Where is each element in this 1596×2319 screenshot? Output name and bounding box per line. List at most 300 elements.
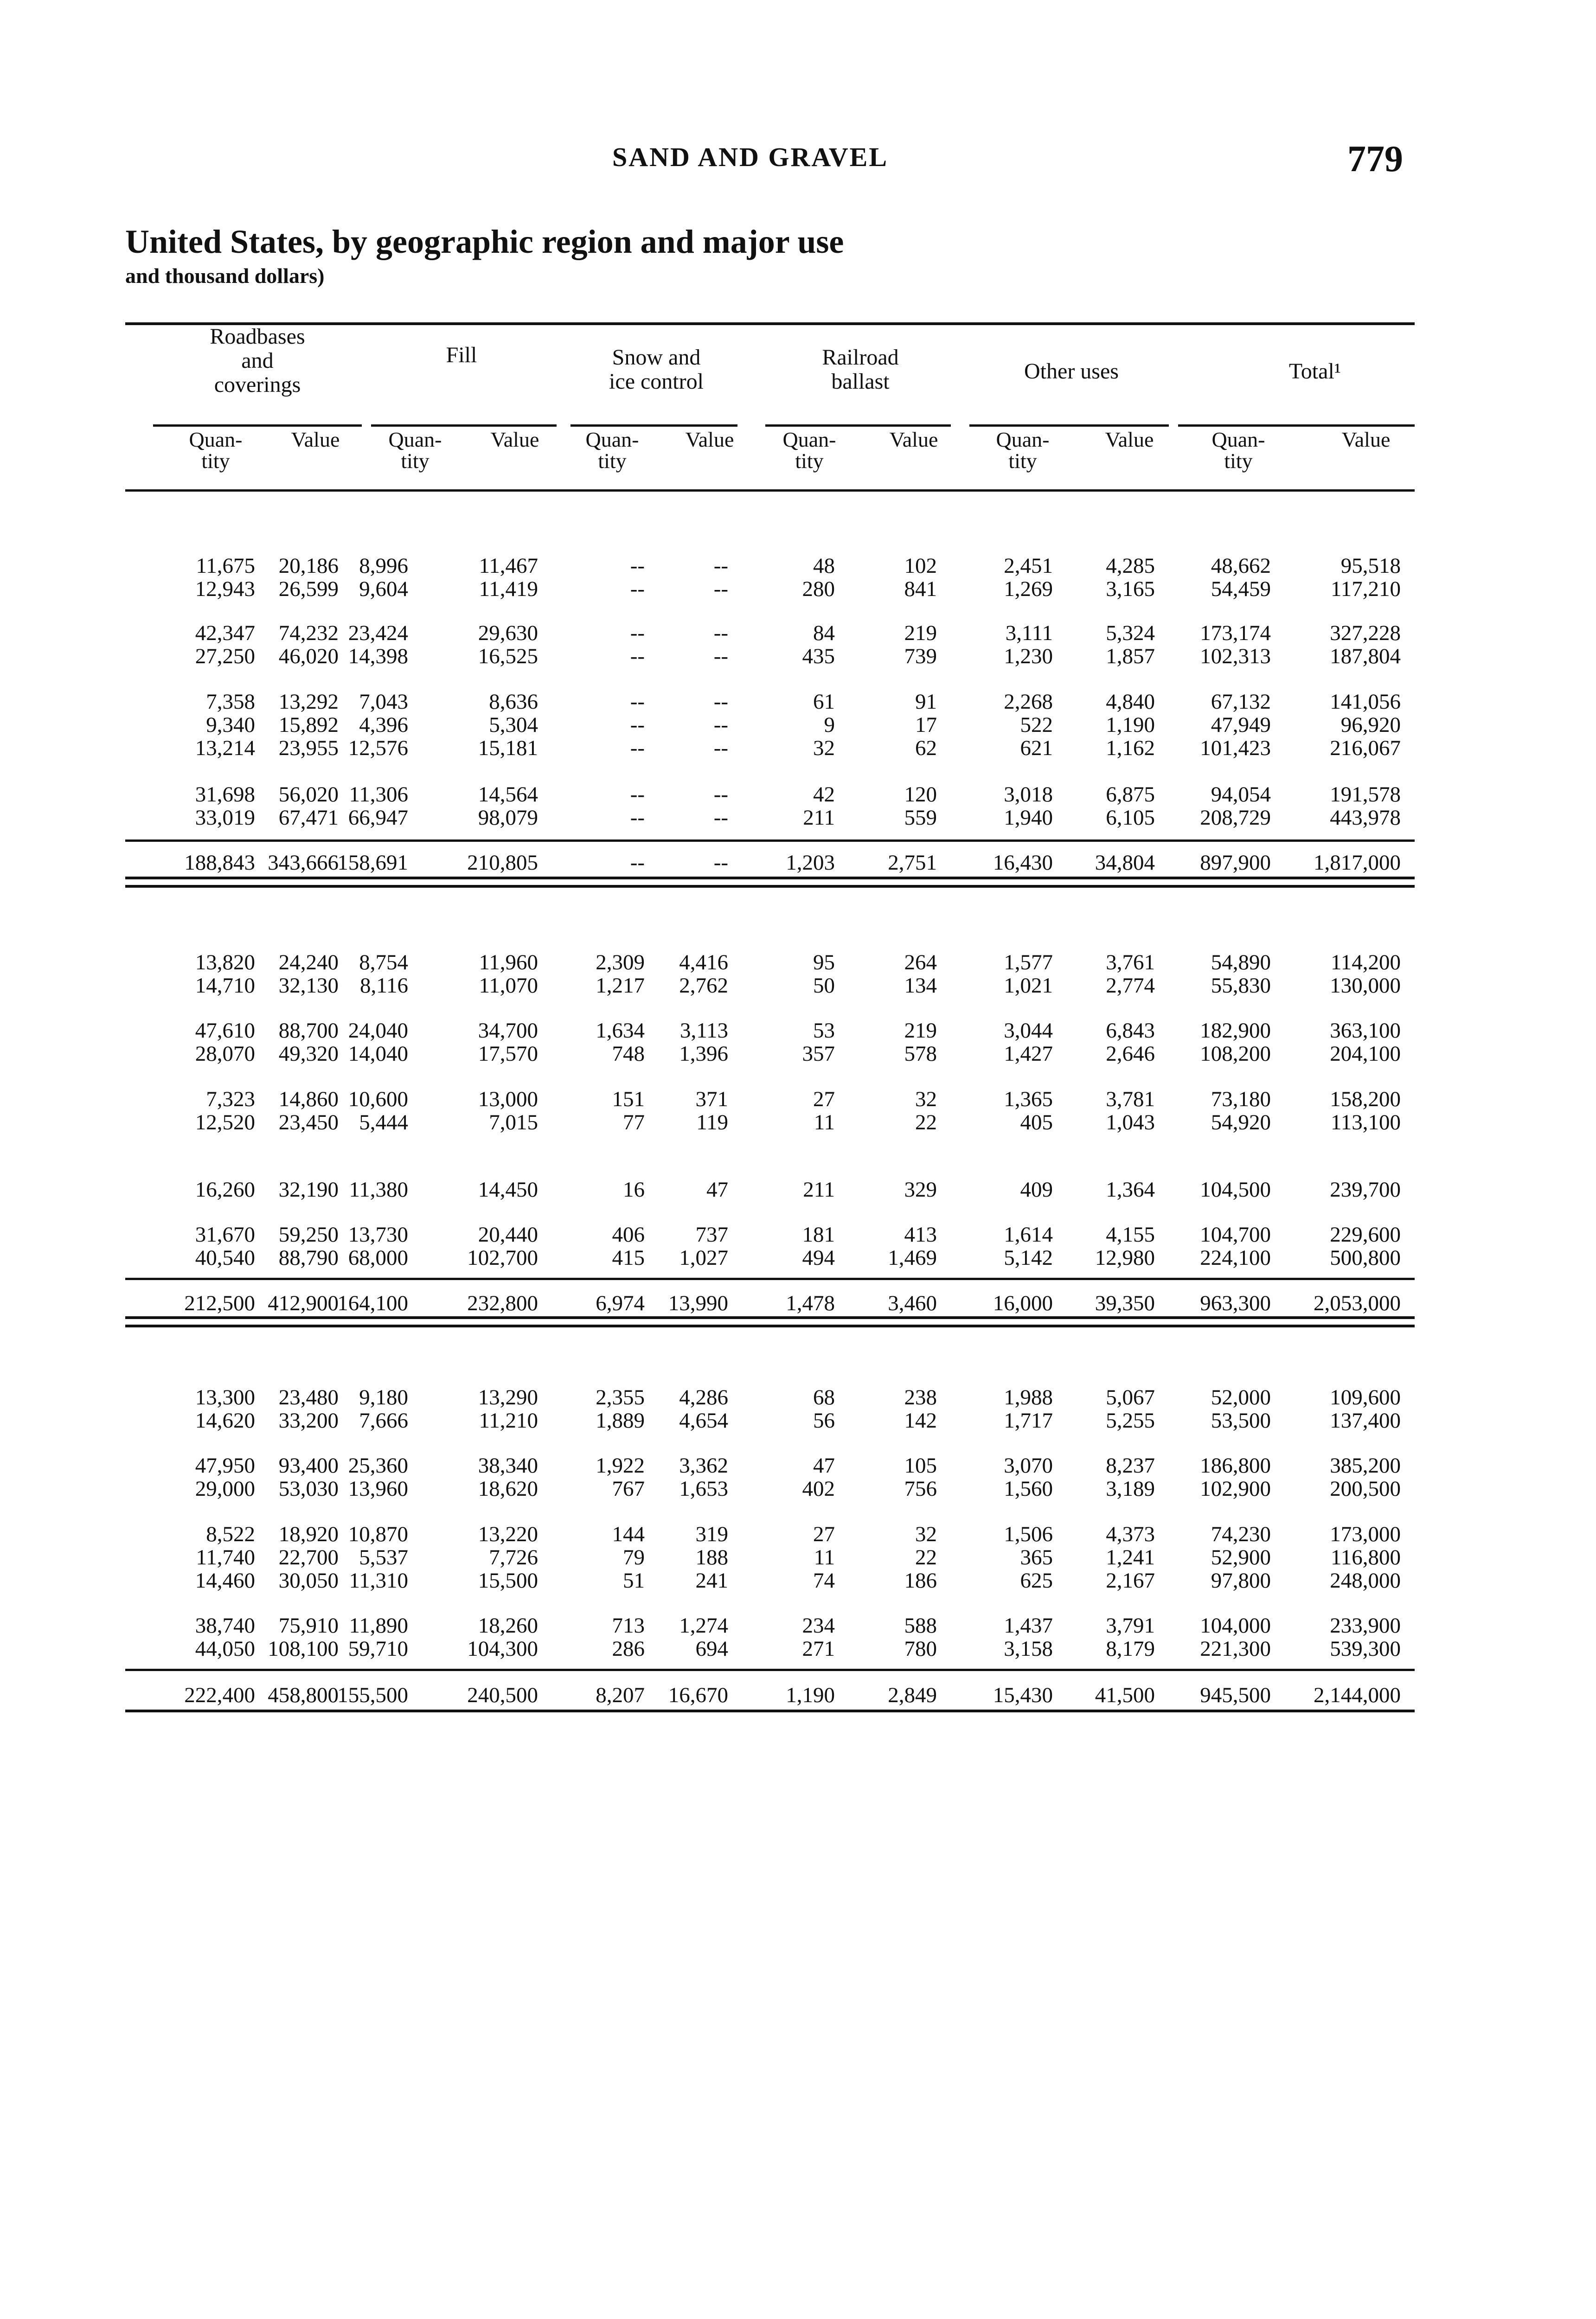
table-row (0, 713, 1596, 737)
table-cell: 181 (802, 1223, 835, 1247)
table-cell: 4,373 (1106, 1522, 1155, 1546)
table-cell: 8,754 (359, 950, 408, 974)
table-cell: 3,018 (1004, 782, 1053, 807)
table-cell: 38,340 (478, 1454, 538, 1478)
table-cell: 5,324 (1106, 621, 1155, 645)
table-cell: -- (713, 554, 728, 578)
table-cell: 108,200 (1200, 1042, 1271, 1066)
table-cell: 164,100 (337, 1291, 408, 1315)
table-cell: 11,210 (479, 1409, 538, 1433)
table-cell: 186 (904, 1569, 937, 1593)
table-cell: 2,355 (596, 1385, 645, 1409)
table-cell: 40,540 (195, 1246, 255, 1270)
table-cell: 963,300 (1200, 1291, 1271, 1315)
table-cell: -- (630, 806, 645, 830)
table-cell: 8,116 (359, 974, 408, 998)
table-cell: 767 (612, 1477, 645, 1501)
table-cell: 67,132 (1211, 690, 1271, 714)
table-cell: 3,113 (679, 1019, 728, 1043)
table-cell: 55,830 (1211, 974, 1271, 998)
table-cell: 7,666 (359, 1409, 408, 1433)
table-cell: 104,700 (1200, 1223, 1271, 1247)
table-cell: 13,220 (478, 1522, 538, 1546)
table-cell: 14,450 (478, 1178, 538, 1202)
table-rule (153, 424, 362, 427)
table-cell: 53,500 (1211, 1409, 1271, 1433)
table-cell: 27 (813, 1522, 835, 1546)
table-cell: 1,560 (1004, 1477, 1053, 1501)
table-cell: 62 (915, 736, 937, 760)
table-cell: 6,843 (1106, 1019, 1155, 1043)
table-cell: 221,300 (1200, 1637, 1271, 1661)
table-cell: 16,670 (668, 1683, 728, 1707)
table-cell: 13,300 (195, 1385, 255, 1409)
table-cell: 27 (813, 1087, 835, 1111)
table-cell: 74,232 (278, 621, 339, 645)
table-cell: 1,043 (1106, 1110, 1155, 1134)
table-cell: 46,020 (278, 644, 339, 668)
table-rule (125, 1669, 1415, 1671)
table-cell: 155,500 (337, 1683, 408, 1707)
table-cell: 232,800 (467, 1291, 538, 1315)
table-cell: 22 (915, 1110, 937, 1134)
table-cell: 7,358 (206, 690, 255, 714)
table-cell: 105 (904, 1454, 937, 1478)
table-total-row (0, 851, 1596, 874)
table-cell: 41,500 (1095, 1683, 1155, 1707)
table-cell: 61 (813, 690, 835, 714)
table-cell: 95,518 (1340, 554, 1401, 578)
table-cell: 74,230 (1211, 1522, 1271, 1546)
table-cell: 47,950 (195, 1454, 255, 1478)
table-cell: 240,500 (467, 1683, 538, 1707)
table-cell: 22,700 (278, 1545, 339, 1569)
table-cell: 141,056 (1330, 690, 1401, 714)
table-cell: 13,730 (348, 1223, 408, 1247)
table-cell: 16 (623, 1178, 645, 1202)
table-cell: 11,310 (349, 1569, 408, 1593)
table-cell: 216,067 (1330, 736, 1401, 760)
table-cell: 200,500 (1330, 1477, 1401, 1501)
table-cell: 694 (695, 1637, 728, 1661)
table-cell: 1,027 (679, 1246, 728, 1270)
table-cell: 73,180 (1211, 1087, 1271, 1111)
table-cell: 3,044 (1004, 1019, 1053, 1043)
table-cell: 319 (695, 1522, 728, 1546)
table-cell: 621 (1020, 736, 1053, 760)
table-cell: -- (713, 806, 728, 830)
table-cell: 3,158 (1004, 1637, 1053, 1661)
table-cell: 286 (612, 1637, 645, 1661)
table-cell: 23,955 (278, 736, 339, 760)
table-cell: 12,576 (348, 736, 408, 760)
table-cell: 34,700 (478, 1019, 538, 1043)
table-cell: 67,471 (278, 806, 339, 830)
table-cell: 4,396 (359, 713, 408, 737)
table-cell: 539,300 (1330, 1637, 1401, 1661)
table-cell: 96,920 (1340, 713, 1401, 737)
table-subtitle: and thousand dollars) (125, 264, 325, 288)
running-head: SAND AND GRAVEL (612, 142, 889, 172)
table-row (0, 690, 1596, 713)
table-cell: 3,761 (1106, 950, 1155, 974)
table-cell: 20,440 (478, 1223, 538, 1247)
column-group-header: Railroad ballast (822, 345, 899, 394)
column-group-header: Fill (446, 343, 477, 367)
table-cell: 327,228 (1330, 621, 1401, 645)
column-subheader: Value (291, 428, 340, 451)
table-total-row (0, 1292, 1596, 1315)
table-cell: 210,805 (467, 851, 538, 875)
table-cell: 211 (803, 806, 835, 830)
table-cell: 1,614 (1004, 1223, 1053, 1247)
table-cell: 1,427 (1004, 1042, 1053, 1066)
table-cell: 79 (623, 1545, 645, 1569)
table-row (0, 1111, 1596, 1134)
table-cell: 24,240 (278, 950, 339, 974)
table-cell: 116,800 (1330, 1545, 1401, 1569)
table-cell: 13,290 (478, 1385, 538, 1409)
table-cell: 385,200 (1330, 1454, 1401, 1478)
table-cell: 14,620 (195, 1409, 255, 1433)
table-cell: 120 (904, 782, 937, 807)
table-cell: 24,040 (348, 1019, 408, 1043)
table-cell: 54,890 (1211, 950, 1271, 974)
table-cell: 104,500 (1200, 1178, 1271, 1202)
table-cell: 5,255 (1106, 1409, 1155, 1433)
table-cell: 1,717 (1004, 1409, 1053, 1433)
table-cell: 4,840 (1106, 690, 1155, 714)
table-cell: 748 (612, 1042, 645, 1066)
table-cell: 13,000 (478, 1087, 538, 1111)
table-cell: 1,364 (1106, 1178, 1155, 1202)
table-cell: 182,900 (1200, 1019, 1271, 1043)
table-cell: 3,189 (1106, 1477, 1155, 1501)
table-cell: 756 (904, 1477, 937, 1501)
table-row (0, 1386, 1596, 1409)
table-row (0, 1042, 1596, 1065)
table-cell: 59,250 (278, 1223, 339, 1247)
table-cell: 1,437 (1004, 1614, 1053, 1638)
table-row (0, 1088, 1596, 1111)
table-cell: -- (630, 644, 645, 668)
table-cell: 458,800 (268, 1683, 339, 1707)
table-cell: 1,940 (1004, 806, 1053, 830)
table-cell: 780 (904, 1637, 937, 1661)
table-row (0, 1523, 1596, 1546)
table-cell: 4,416 (679, 950, 728, 974)
table-cell: 188,843 (184, 851, 255, 875)
table-cell: 405 (1020, 1110, 1053, 1134)
table-cell: 1,469 (888, 1246, 937, 1270)
table-cell: 3,781 (1106, 1087, 1155, 1111)
table-cell: 91 (915, 690, 937, 714)
table-cell: 11,070 (479, 974, 538, 998)
column-subheader: Quan- tity (388, 428, 442, 473)
column-group-header: Snow and ice control (609, 345, 704, 394)
table-cell: 104,000 (1200, 1614, 1271, 1638)
table-cell: 10,870 (348, 1522, 408, 1546)
table-cell: 102,313 (1200, 644, 1271, 668)
column-subheader: Value (490, 428, 539, 451)
table-cell: 3,791 (1106, 1614, 1155, 1638)
table-cell: 2,849 (888, 1683, 937, 1707)
table-cell: 16,260 (195, 1178, 255, 1202)
table-cell: 233,900 (1330, 1614, 1401, 1638)
column-subheader: Value (685, 428, 734, 451)
table-cell: 1,653 (679, 1477, 728, 1501)
column-subheader: Quan- tity (585, 428, 639, 473)
table-cell: 173,000 (1330, 1522, 1401, 1546)
table-cell: 5,067 (1106, 1385, 1155, 1409)
table-row (0, 737, 1596, 760)
table-cell: 8,207 (596, 1683, 645, 1707)
column-group-header: Roadbases and coverings (210, 324, 305, 397)
table-cell: 413 (904, 1223, 937, 1247)
table-cell: 343,666 (268, 851, 339, 875)
table-cell: 14,040 (348, 1042, 408, 1066)
table-cell: 3,362 (679, 1454, 728, 1478)
table-cell: 15,430 (993, 1683, 1053, 1707)
table-cell: 11,890 (349, 1614, 408, 1638)
table-cell: 248,000 (1330, 1569, 1401, 1593)
table-cell: 3,460 (888, 1291, 937, 1315)
table-cell: 9,180 (359, 1385, 408, 1409)
table-cell: 8,237 (1106, 1454, 1155, 1478)
table-cell: 2,268 (1004, 690, 1053, 714)
table-row (0, 1477, 1596, 1500)
table-cell: 74 (813, 1569, 835, 1593)
table-cell: 108,100 (268, 1637, 339, 1661)
table-cell: 102 (904, 554, 937, 578)
table-cell: 329 (904, 1178, 937, 1202)
column-subheader: Quan- tity (189, 428, 243, 473)
table-cell: 1,577 (1004, 950, 1053, 974)
table-cell: 219 (904, 1019, 937, 1043)
table-cell: 59,710 (348, 1637, 408, 1661)
table-cell: -- (630, 690, 645, 714)
table-cell: 7,015 (489, 1110, 538, 1134)
table-cell: 1,274 (679, 1614, 728, 1638)
table-cell: 578 (904, 1042, 937, 1066)
table-row (0, 645, 1596, 668)
table-cell: 47 (813, 1454, 835, 1478)
table-cell: 26,599 (278, 577, 339, 601)
table-cell: 238 (904, 1385, 937, 1409)
table-row (0, 1454, 1596, 1477)
table-cell: 1,203 (786, 851, 835, 875)
table-cell: 32 (915, 1522, 937, 1546)
table-cell: 11,467 (479, 554, 538, 578)
table-cell: 18,920 (278, 1522, 339, 1546)
table-cell: 1,922 (596, 1454, 645, 1478)
table-cell: 412,900 (268, 1291, 339, 1315)
table-cell: 4,285 (1106, 554, 1155, 578)
table-cell: 1,162 (1106, 736, 1155, 760)
table-cell: 271 (802, 1637, 835, 1661)
table-cell: 31,698 (195, 782, 255, 807)
table-cell: 559 (904, 806, 937, 830)
table-cell: 204,100 (1330, 1042, 1401, 1066)
table-cell: 25,360 (348, 1454, 408, 1478)
table-cell: 102,700 (467, 1246, 538, 1270)
table-cell: 1,190 (1106, 713, 1155, 737)
table-rule (125, 877, 1415, 879)
table-cell: 12,980 (1095, 1246, 1155, 1270)
table-cell: 31,670 (195, 1223, 255, 1247)
table-cell: -- (713, 782, 728, 807)
table-cell: 357 (802, 1042, 835, 1066)
table-row (0, 1019, 1596, 1042)
table-cell: 50 (813, 974, 835, 998)
table-cell: 737 (695, 1223, 728, 1247)
table-cell: 22 (915, 1545, 937, 1569)
table-cell: 97,800 (1211, 1569, 1271, 1593)
table-cell: 7,043 (359, 690, 408, 714)
table-cell: 16,430 (993, 851, 1053, 875)
table-cell: 38,740 (195, 1614, 255, 1638)
table-cell: 2,646 (1106, 1042, 1155, 1066)
table-cell: 187,804 (1330, 644, 1401, 668)
table-row (0, 806, 1596, 829)
table-cell: 11,419 (479, 577, 538, 601)
table-cell: 28,070 (195, 1042, 255, 1066)
column-group-header: Total¹ (1288, 359, 1341, 384)
column-subheader: Quan- tity (1211, 428, 1265, 473)
table-cell: 27,250 (195, 644, 255, 668)
table-cell: 158,691 (337, 851, 408, 875)
table-cell: 32 (915, 1087, 937, 1111)
page-number: 779 (1347, 139, 1403, 179)
table-row (0, 951, 1596, 974)
table-cell: 130,000 (1330, 974, 1401, 998)
table-cell: 17 (915, 713, 937, 737)
table-cell: -- (630, 851, 645, 875)
table-cell: 211 (803, 1178, 835, 1202)
table-cell: -- (630, 713, 645, 737)
table-cell: 264 (904, 950, 937, 974)
column-subheader: Quan- tity (996, 428, 1050, 473)
table-cell: 224,100 (1200, 1246, 1271, 1270)
table-cell: -- (630, 736, 645, 760)
table-cell: 8,522 (206, 1522, 255, 1546)
table-cell: 33,200 (278, 1409, 339, 1433)
table-cell: 48 (813, 554, 835, 578)
table-cell: -- (713, 690, 728, 714)
table-cell: 239,700 (1330, 1178, 1401, 1202)
table-cell: 47 (706, 1178, 728, 1202)
column-group-header: Other uses (1024, 359, 1119, 384)
table-cell: 1,478 (786, 1291, 835, 1315)
table-cell: 94,054 (1211, 782, 1271, 807)
table-cell: 222,400 (184, 1683, 255, 1707)
table-cell: 1,889 (596, 1409, 645, 1433)
table-cell: -- (630, 621, 645, 645)
table-cell: 2,053,000 (1314, 1291, 1401, 1315)
table-cell: 5,304 (489, 713, 538, 737)
table-cell: 14,860 (278, 1087, 339, 1111)
table-cell: 13,820 (195, 950, 255, 974)
table-cell: 219 (904, 621, 937, 645)
table-cell: 18,260 (478, 1614, 538, 1638)
column-subheader: Quan- tity (782, 428, 836, 473)
table-cell: 173,174 (1200, 621, 1271, 645)
table-cell: 1,857 (1106, 644, 1155, 668)
table-row (0, 1637, 1596, 1660)
table-cell: 2,451 (1004, 554, 1053, 578)
table-cell: 522 (1020, 713, 1053, 737)
table-cell: 5,537 (359, 1545, 408, 1569)
table-cell: 494 (802, 1246, 835, 1270)
table-cell: 208,729 (1200, 806, 1271, 830)
table-cell: -- (713, 621, 728, 645)
table-cell: 365 (1020, 1545, 1053, 1569)
table-cell: 53,030 (278, 1477, 339, 1501)
table-cell: 6,105 (1106, 806, 1155, 830)
table-rule (1178, 424, 1415, 427)
table-cell: 16,525 (478, 644, 538, 668)
table-cell: 23,450 (278, 1110, 339, 1134)
table-cell: 1,817,000 (1314, 851, 1401, 875)
column-subheader: Value (1341, 428, 1391, 451)
table-cell: 188 (695, 1545, 728, 1569)
table-cell: 12,520 (195, 1110, 255, 1134)
table-cell: 16,000 (993, 1291, 1053, 1315)
table-cell: 406 (612, 1223, 645, 1247)
table-cell: 739 (904, 644, 937, 668)
table-cell: -- (713, 577, 728, 601)
table-cell: -- (630, 782, 645, 807)
table-cell: 5,142 (1004, 1246, 1053, 1270)
table-cell: 137,400 (1330, 1409, 1401, 1433)
table-cell: 102,900 (1200, 1477, 1271, 1501)
table-cell: 1,241 (1106, 1545, 1155, 1569)
table-cell: 17,570 (478, 1042, 538, 1066)
table-cell: 7,726 (489, 1545, 538, 1569)
table-cell: 897,900 (1200, 851, 1271, 875)
table-cell: 113,100 (1330, 1110, 1401, 1134)
table-cell: 2,762 (679, 974, 728, 998)
table-cell: 371 (695, 1087, 728, 1111)
table-cell: 119 (696, 1110, 728, 1134)
table-cell: 1,269 (1004, 577, 1053, 601)
table-cell: 1,506 (1004, 1522, 1053, 1546)
table-cell: 84 (813, 621, 835, 645)
table-cell: 8,996 (359, 554, 408, 578)
table-cell: 3,111 (1005, 621, 1053, 645)
table-cell: 142 (904, 1409, 937, 1433)
table-cell: 42,347 (195, 621, 255, 645)
table-cell: 11,675 (196, 554, 255, 578)
table-title: United States, by geographic region and major use (125, 223, 844, 260)
table-cell: 14,564 (478, 782, 538, 807)
table-cell: 32,130 (278, 974, 339, 998)
table-cell: 14,460 (195, 1569, 255, 1593)
table-cell: 13,960 (348, 1477, 408, 1501)
table-cell: 49,320 (278, 1042, 339, 1066)
table-row (0, 1614, 1596, 1637)
table-cell: 47,610 (195, 1019, 255, 1043)
table-cell: 11 (814, 1545, 835, 1569)
table-rule (125, 489, 1415, 492)
table-cell: 409 (1020, 1178, 1053, 1202)
table-cell: 1,988 (1004, 1385, 1053, 1409)
table-row (0, 1569, 1596, 1592)
table-cell: 98,079 (478, 806, 538, 830)
table-rule (570, 424, 737, 427)
table-cell: 75,910 (278, 1614, 339, 1638)
table-cell: 20,186 (278, 554, 339, 578)
